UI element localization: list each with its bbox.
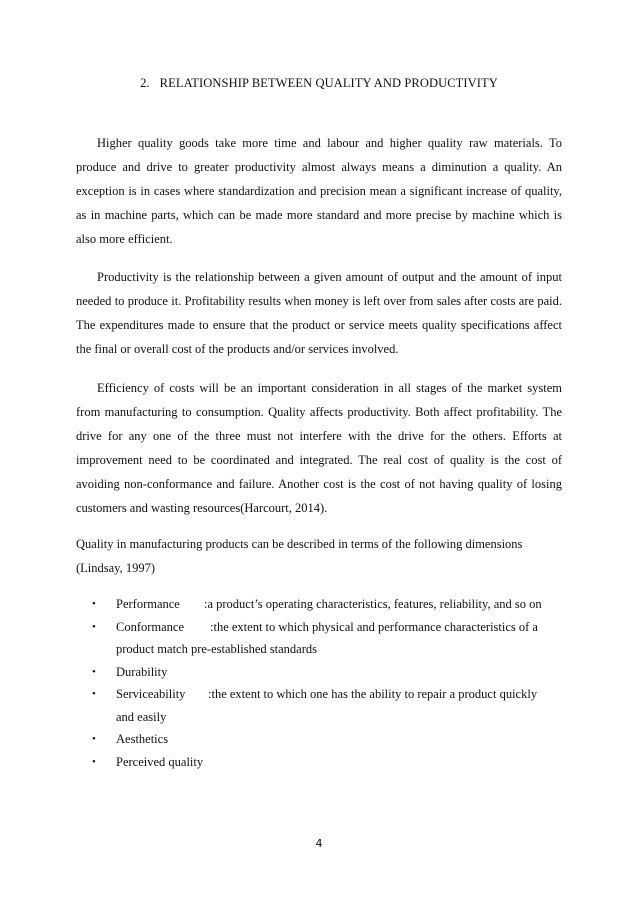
bullet-icon: • [92, 598, 96, 610]
dimension-description: :the extent to which one has the ability to repair a product quickly and easily [116, 687, 538, 724]
list-item [92, 728, 552, 751]
paragraph-quality-vs-productivity: Higher quality goods take more time and labour and higher quality raw materials. To produce and drive to greater productivity almost always means a diminution a quality. An exception is in cases where standardization and precision mean a significant increase of quality, as in machine parts, which can be made more standard and more precise by machine which is also more efficient. [76, 136, 562, 246]
dimension-term: Aesthetics [116, 732, 169, 746]
paragraph-cost-efficiency: Efficiency of costs will be an important consideration in all stages of the market system from manufacturing to consumption. Quality affects productivity. Both affect profitability. The drive for any one of the three must not interfere with the drive for the others. Efforts at improvement need to be coordinated and integrated. The real cost of quality is the cost of avoiding non-conformance and failure. Another cost is the cost of not having quality of losing customers and wasting resources(Harcourt, 2014). [76, 381, 562, 515]
list-item [92, 661, 552, 684]
bullet-icon: • [92, 688, 96, 700]
section-title: RELATIONSHIP BETWEEN QUALITY AND PRODUCTIVITY [159, 76, 498, 90]
section-number: 2. [140, 76, 150, 90]
dimension-term: Conformance [116, 619, 185, 634]
list-item [92, 593, 552, 616]
list-item [92, 751, 552, 774]
quality-dimensions-list [92, 593, 552, 773]
bullet-icon: • [92, 665, 96, 678]
dimension-term: Serviceability [116, 687, 186, 701]
list-item [92, 616, 552, 661]
list-item [92, 683, 552, 728]
bullet-icon: • [92, 755, 96, 768]
dimension-term: Performance [116, 597, 180, 611]
bullet-icon: • [92, 620, 96, 633]
dimension-term: Perceived quality [116, 754, 204, 769]
dimension-description: :the extent to which physical and performance characteristics of a product match pre-established standards [116, 619, 538, 656]
section-heading [0, 76, 638, 91]
page-number: 4 [315, 837, 323, 850]
paragraph-dimensions-intro: Quality in manufacturing products can be described in terms of the following dimensions (Lindsay, 1997) [76, 537, 523, 575]
dimension-description: :a product’s operating characteristics, features, reliability, and so on [204, 597, 542, 611]
dimension-term: Durability [116, 664, 168, 679]
bullet-icon: • [92, 733, 96, 745]
paragraph-productivity-definition: Productivity is the relationship between a given amount of output and the amount of input needed to produce it. Profitability results when money is left over from sales after costs are paid. The expenditures made to ensure that the product or service meets quality specifications affect the final or overall cost of the products and/or services involved. [76, 270, 562, 356]
